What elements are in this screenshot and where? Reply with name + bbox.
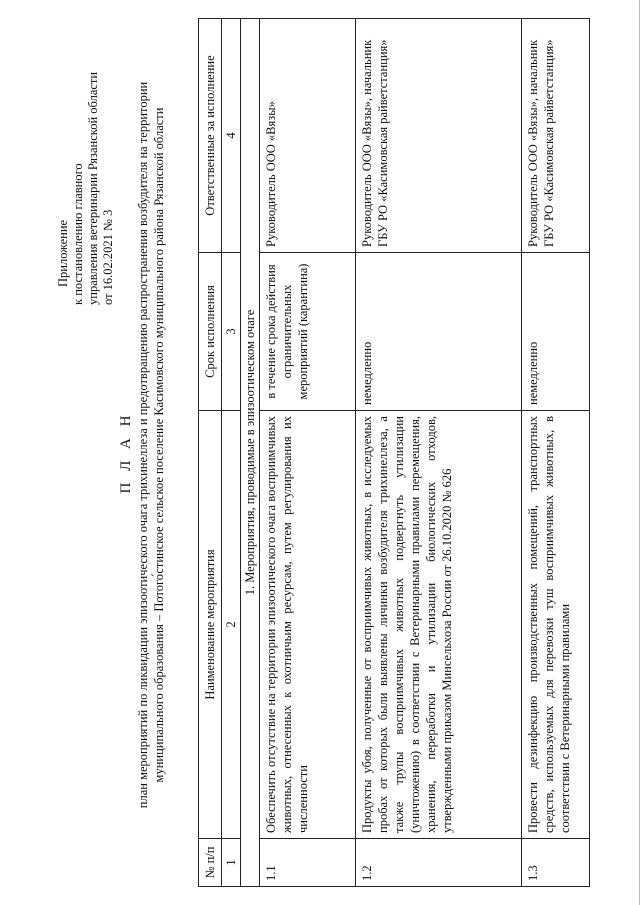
plan-title: П Л А Н (118, 411, 134, 494)
row-name: Продукты убоя, полученные от восприимчивых животных, в исследуемых пробах от которых были выявлены личинки возбудителя трихинеллеза, а также трупы восприимчивых животных подвергнуть утилизации (уничтожению) в соответствии с Ветеринарными правилами перемещения, хранения, переработки и утилизации биологических отходов, утвержденными приказом Минсельхоза России от 26.10.2020 № 626 (356, 411, 522, 839)
header-name: Наименование мероприятия (199, 411, 222, 839)
annex-line: управления ветеринарии Рязанской области (86, 71, 100, 305)
row-responsible: Руководитель ООО «Вязы», начальник ГБУ РО «Касимовская райветстанция» (522, 19, 590, 253)
row-term: немедленно (356, 253, 522, 411)
annex-title: Приложение (56, 219, 70, 287)
row-name: Провести дезинфекцию производственных помещений, транспортных средств, используемых для перевозки туш восприимчивых животных, в соответствии с Ветеринарными правилами (522, 411, 590, 839)
table-header-row (199, 19, 222, 887)
row-number: 1.2 (356, 839, 522, 887)
row-number: 1.1 (260, 839, 356, 887)
row-responsible: Руководитель ООО «Вязы», начальник ГБУ РО «Касимовская райветстанция» (356, 19, 522, 253)
plan-table (198, 18, 590, 887)
row-number: 1.3 (522, 839, 590, 887)
column-number-row (222, 19, 241, 887)
row-term: в течение срока действия ограничительных мероприятий (карантина) (260, 253, 356, 411)
row-term: немедленно (522, 253, 590, 411)
annex-line: к постановлению главного (71, 163, 85, 305)
annex-date: от 16.02.2021 № 3 (101, 209, 115, 305)
section-heading: 1. Мероприятия, проводимые в эпизоотическом очаге (241, 19, 260, 887)
column-number: 3 (222, 253, 241, 411)
table-row (522, 19, 590, 887)
table-row (260, 19, 356, 887)
row-name: Обеспечить отсутствие на территории эпизоотического очага восприимчивых животных, отнесенных к охотничьим ресурсам, путем регулирования их численности (260, 411, 356, 839)
table-row (356, 19, 522, 887)
header-num: № п/п (199, 839, 222, 887)
column-number: 4 (222, 19, 241, 253)
row-responsible: Руководитель ООО «Вязы» (260, 19, 356, 253)
header-term: Срок исполнения (199, 253, 222, 411)
section-row (241, 19, 260, 887)
annex-block (56, 15, 116, 305)
header-resp: Ответственные за исполнение (199, 19, 222, 253)
column-number: 2 (222, 411, 241, 839)
column-number: 1 (222, 839, 241, 887)
plan-subtitle: план мероприятий по ликвидации эпизоотического очага трихинеллеза и предотвращению распространения возбудителя на территории муниципального образования – Потого́стинское сельское поселение Касимовского муниципального района Рязанской области (136, 81, 166, 809)
